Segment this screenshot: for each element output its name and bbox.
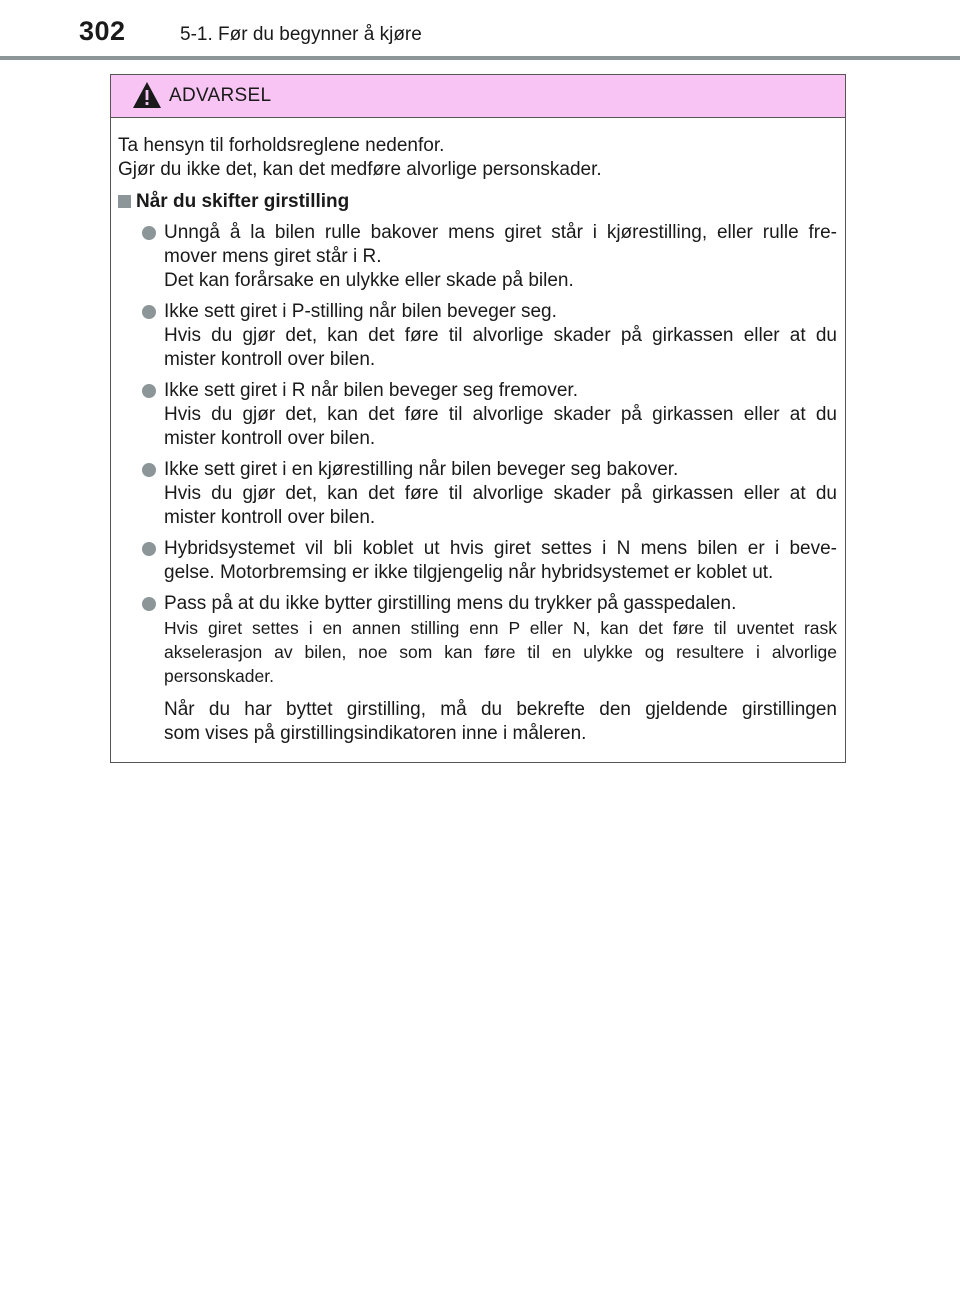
item-line: Hvis giret settes i en annen stilling enn P eller N, kan det føre til uventet rask	[164, 618, 837, 638]
list-item	[118, 379, 837, 451]
list-item	[118, 537, 837, 585]
list-item	[118, 221, 837, 293]
item-line: personskader.	[164, 666, 274, 686]
bullet-icon	[142, 463, 156, 477]
item-line: Ikke sett giret i R når bilen beveger seg fremover.	[164, 380, 578, 401]
subheading	[118, 190, 837, 214]
warning-title: ADVARSEL	[169, 85, 272, 106]
bullet-icon	[142, 597, 156, 611]
bullet-icon	[142, 226, 156, 240]
note-paragraph	[118, 698, 837, 746]
item-line: gelse. Motorbremsing er ikke tilgjengelig når hybridsystemet er koblet ut.	[164, 562, 774, 583]
page-header	[0, 0, 960, 58]
note-line: som vises på girstillingsindikatoren inne i måleren.	[164, 723, 587, 744]
note-line: Når du har byttet girstilling, må du bekrefte den gjeldende girstillingen	[164, 699, 837, 720]
section-title: 5-1. Før du begynner å kjøre	[180, 24, 422, 45]
item-line: mister kontroll over bilen.	[164, 428, 376, 449]
item-line: Unngå å la bilen rulle bakover mens giret står i kjørestilling, eller rulle fre-	[164, 222, 837, 243]
square-bullet-icon	[118, 195, 131, 208]
warning-box	[110, 74, 846, 763]
subheading-text: Når du skifter girstilling	[136, 191, 350, 212]
bullet-icon	[142, 384, 156, 398]
warning-header	[111, 75, 845, 118]
bullet-icon	[142, 542, 156, 556]
item-line: Hybridsystemet vil bli koblet ut hvis giret settes i N mens bilen er i beve-	[164, 538, 837, 559]
item-line: mover mens giret står i R.	[164, 246, 382, 267]
header-rule	[0, 56, 960, 60]
intro-line: Gjør du ikke det, kan det medføre alvorlige personskader.	[118, 159, 602, 180]
warning-triangle-icon	[132, 81, 162, 109]
item-line: akselerasjon av bilen, noe som kan føre til en ulykke og resultere i alvorlige	[164, 642, 837, 662]
list-item	[118, 300, 837, 372]
list-item	[118, 592, 837, 688]
item-line: Pass på at du ikke bytter girstilling mens du trykker på gasspedalen.	[164, 593, 737, 614]
item-line: mister kontroll over bilen.	[164, 507, 376, 528]
list-item	[118, 458, 837, 530]
item-line: Hvis du gjør det, kan det føre til alvorlige skader på girkassen eller at du	[164, 404, 837, 425]
item-line: Ikke sett giret i P-stilling når bilen beveger seg.	[164, 301, 557, 322]
item-line: Ikke sett giret i en kjørestilling når bilen beveger seg bakover.	[164, 459, 679, 480]
item-line: Det kan forårsake en ulykke eller skade på bilen.	[164, 270, 574, 291]
item-line: Hvis du gjør det, kan det føre til alvorlige skader på girkassen eller at du	[164, 325, 837, 346]
bullet-icon	[142, 305, 156, 319]
intro-line: Ta hensyn til forholdsreglene nedenfor.	[118, 135, 445, 156]
item-line: Hvis du gjør det, kan det føre til alvorlige skader på girkassen eller at du	[164, 483, 837, 504]
warning-body	[111, 118, 845, 746]
item-line: mister kontroll over bilen.	[164, 349, 376, 370]
page-number: 302	[79, 16, 126, 46]
